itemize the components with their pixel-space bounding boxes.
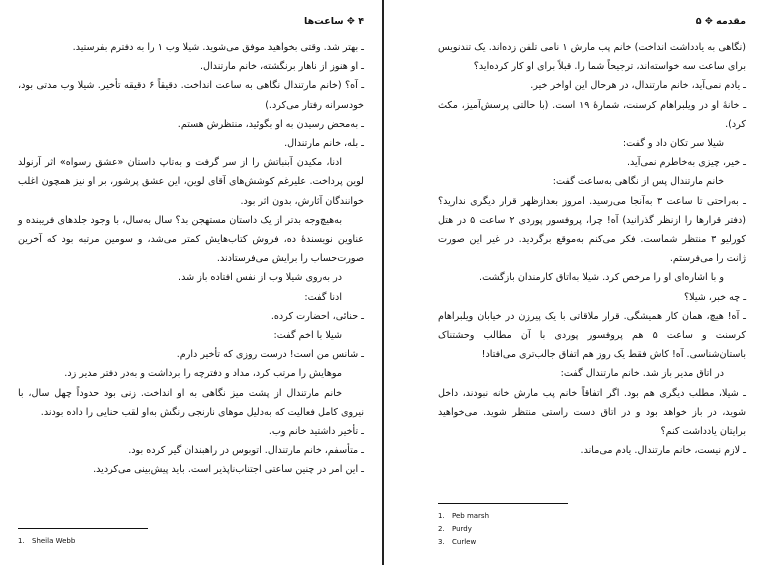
paragraph: ـ به‌محض رسیدن به او بگوئید، منتظرش هستم. <box>177 118 364 130</box>
footnote-text: Purdy <box>452 525 472 533</box>
paragraph: ـ به‌راحتی تا ساعت ۳ به‌آنجا می‌رسید. امروز بعدازظهر قرار دیگری ندارید؟ (دفتر قرارها را ازنظر گذرانید) آه! چرا، پروفسور پوردی ۲ ساعت ۵ در هتل کورلیو ۳ منتظر شماست. فکر می‌کنم به‌موقع برگردید. در غیر این صورت ژانت را می‌فرستم. <box>438 195 747 265</box>
footnote-number: 3. <box>438 538 445 546</box>
footnote-number: 1. <box>438 512 445 520</box>
right-page <box>386 0 768 565</box>
paragraph: ـ یادم نمی‌آید، خانم مارتندال، در هرحال این اواخر خیر. <box>530 80 746 92</box>
paragraph: ـ متأسفم، خانم مارتندال. اتوبوس در راهبندان گیر کرده بود. <box>128 445 364 457</box>
paragraph: ـ شیلا، مطلب دیگری هم بود. اگر اتفاقاً خانم پب مارش خانه نبودند، داخل شوید، در باز خواهد بود و در اتاق دست راستی منتظر شوید. می‌خواهید برایتان یادداشت کنم؟ <box>438 387 746 438</box>
footnote <box>438 510 768 523</box>
footnote-text: Curlew <box>452 538 477 546</box>
paragraph: ـ آه! هیچ، همان کار همیشگی. قرار ملاقاتی با یک پیرزن در خیابان ویلبراهام کرسنت و ساعت ۵ هم پروفسور پوردی با آن مطالب وحشتناک باستان‌شناسی. آه! کاش فقط یک روز هم اتفاق جالب‌تری می‌افتاد! <box>438 310 746 361</box>
left-page-body <box>18 38 364 480</box>
right-page-body <box>438 38 746 460</box>
paragraph: در اتاق مدیر باز شد. خانم مارتندال گفت: <box>560 368 724 380</box>
footnote <box>438 536 768 549</box>
footnote-rule <box>438 503 568 504</box>
paragraph: موهایش را مرتب کرد، مداد و دفترچه را برداشت و به‌در دفتر مدیر زد. <box>64 368 342 380</box>
footnote-rule <box>18 528 148 529</box>
footnote-text: Peb marsh <box>452 512 490 520</box>
paragraph: ـ خانهٔ او در ویلبراهام کرسنت، شمارهٔ ۱۹ است. (با حالتی پرسش‌آمیز، مکث کرد). <box>438 99 747 130</box>
page-gutter-divider <box>382 0 384 565</box>
paragraph: ادنا گفت: <box>304 291 342 303</box>
paragraph: ـ شانس من است! درست روزی که تأخیر دارم. <box>176 349 364 361</box>
paragraph: ـ این امر در چنین ساعتی اجتناب‌ناپذیر است. باید پیش‌بینی می‌کردید. <box>93 464 364 476</box>
paragraph: خانم مارتندال پس از نگاهی به‌ساعت گفت: <box>552 176 724 188</box>
left-page <box>0 0 382 565</box>
paragraph: ـ تأخیر داشتید خانم وب. <box>268 426 364 438</box>
paragraph: ـ بهتر شد. وقتی بخواهید موفق می‌شوید. شیلا وب ۱ را به دفترم بفرستید. <box>72 42 364 53</box>
paragraph: ـ آه؟ (خانم مارتندال نگاهی به ساعت انداخت. دقیقاً ۶ دقیقه تأخیر. شیلا وب مدتی بود، خودسرانه رفتار می‌کرد.) <box>18 80 364 111</box>
right-page-header: مقدمه ✥ ۵ <box>695 16 746 27</box>
paragraph: به‌هیچ‌وجه بدتر از یک داستان مستهجن بد؟ سال به‌سال، با وجود جلدهای فریبنده و عناوین نویسندهٔ ده، فروش کتاب‌هایش کمتر می‌شد، و سومین مرتبه بود که آخرین صورت‌حساب را برایش می‌فرستادند. <box>18 214 364 265</box>
paragraph: در به‌روی شیلا وب از نفس افتاده باز شد. <box>178 272 342 284</box>
paragraph: ـ چه خبر، شیلا؟ <box>684 291 746 303</box>
right-footnotes <box>386 503 768 549</box>
paragraph: ادنا، مکیدن آبنباتش را از سر گرفت و به‌تاپ داستان «عشق رسواه» اثر آرنولد لوین پرداخت. علیرغم کوشش‌های آقای لوین، این عشق پرشور، بر او نیز همچون اغلب خوانندگان آثارش، بدون اثر بود. <box>18 157 364 207</box>
paragraph: ـ خیر، چیزی به‌خاطرم نمی‌آید. <box>626 157 746 169</box>
paragraph: ـ لازم نیست، خانم مارتندال. یادم می‌ماند. <box>580 445 746 457</box>
footnote <box>438 523 768 536</box>
footnote <box>18 535 382 548</box>
footnote-text: Sheila Webb <box>32 537 76 545</box>
paragraph: خانم مارتندال از پشت میز نگاهی به او انداخت. زنی بود حدوداً چهل سال، با نیروی کامل فعالیت که به‌دلیل موهای نارنجی رنگش به‌او لقب حنایی را داده بودند. <box>18 387 364 418</box>
paragraph: ـ او هنوز از ناهار برنگشته، خانم مارتندال. <box>199 61 364 73</box>
left-footnotes <box>0 528 382 548</box>
paragraph: ـ حنائی، احضارت کرده. <box>270 310 364 322</box>
paragraph: و با اشاره‌ای او را مرخص کرد. شیلا به‌اتاق کارمندان بازگشت. <box>479 272 724 284</box>
paragraph: شیلا با اخم گفت: <box>273 330 342 342</box>
paragraph: (نگاهی به یادداشت انداخت) خانم پب مارش ۱ نامی تلفن زده‌اند. یک تندنویس برای ساعت سه خواسته‌اند، ترجیحاً شما را. قبلاً برای او کار کرده‌اید؟ <box>438 42 747 73</box>
footnote-number: 1. <box>18 537 25 545</box>
paragraph: شیلا سر تکان داد و گفت: <box>622 138 724 150</box>
footnote-number: 2. <box>438 525 445 533</box>
left-page-header: ۴ ✥ ساعت‌ها <box>304 16 364 27</box>
paragraph: ـ بله، خانم مارتندال. <box>284 138 364 150</box>
